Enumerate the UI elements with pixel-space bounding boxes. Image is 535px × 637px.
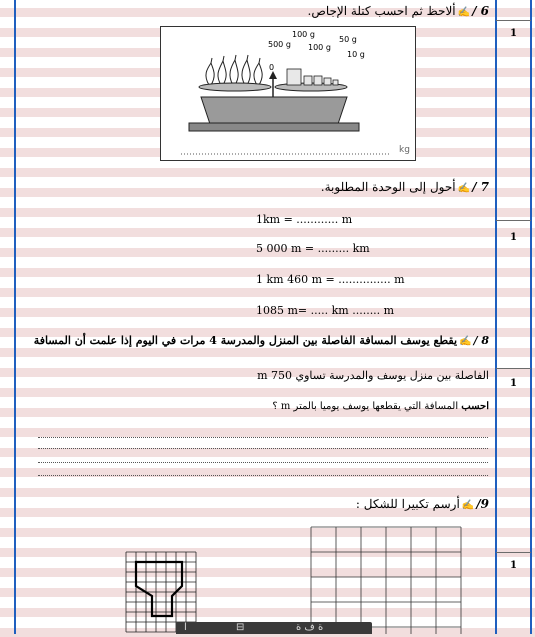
background-stripe [0, 388, 535, 397]
q7-row: 1 km 460 m = ............... m [256, 273, 405, 286]
weight-label: 100 g [308, 43, 331, 52]
q8-instruction-verb: احسب [461, 401, 489, 412]
answer-line [38, 462, 488, 463]
background-stripe [0, 448, 535, 457]
right-margin-line [495, 0, 497, 634]
q8-line2: الفاصلة بين منزل يوسف والمدرسة تساوي 750 m [257, 369, 489, 382]
q8-instruction-rest: المسافة التي يقطعها يوسف يوميا بالمتر m ؟ [272, 401, 462, 412]
q7-text: أحول إلى الوحدة المطلوبة. [320, 180, 456, 194]
pencil-icon: ✍ [459, 336, 472, 347]
q7-number: 7 / [472, 180, 489, 194]
pencil-icon: ✍ [457, 7, 471, 18]
weight-label: 50 g [339, 35, 357, 44]
q8-instruction [272, 401, 489, 412]
q6-unit-label: kg [399, 145, 410, 155]
taskbar[interactable] [176, 622, 372, 634]
pointer-zero-label: 0 [269, 63, 275, 72]
answer-line [38, 475, 488, 476]
taskbar-icon[interactable]: ⊟ [236, 622, 245, 633]
taskbar-left[interactable]: ا [184, 622, 187, 633]
q8-number: 8 / [473, 334, 489, 347]
pencil-icon: ✍ [461, 500, 475, 511]
pencil-icon: ✍ [457, 183, 471, 194]
mark-separator [496, 220, 531, 221]
q6-text: ألاحظ ثم احسب كتلة الإجاص. [307, 4, 456, 18]
background-stripe [0, 428, 535, 437]
background-stripe [0, 288, 535, 297]
background-stripe [0, 228, 535, 237]
q9-number: 9/ [476, 497, 489, 511]
q7-row: 5 000 m = ......... km [256, 242, 370, 255]
q6-heading [308, 4, 490, 18]
left-margin-line [14, 0, 16, 634]
marks-column-line [530, 0, 532, 634]
weight-label: 500 g [268, 40, 291, 49]
answer-line [38, 448, 488, 449]
answer-line [38, 437, 488, 438]
q7-row: 1085 m= ..... km ........ m [256, 304, 395, 317]
enlargement-grid [309, 525, 465, 634]
mark-separator [496, 552, 531, 553]
background-stripe [0, 348, 535, 357]
mark-q8: 1 [510, 378, 517, 389]
q8-line1 [34, 334, 489, 347]
mark-q9: 1 [510, 560, 517, 571]
q6-number: 6 / [472, 4, 489, 18]
weight-label: 100 g [292, 30, 315, 39]
q7-heading [321, 180, 489, 194]
mark-separator [496, 20, 531, 21]
weight-label: 10 g [347, 50, 365, 59]
pears-icon [206, 55, 262, 85]
mark-q6: 1 [510, 28, 517, 39]
q8-line1-text: يقطع يوسف المسافة الفاصلة بين المنزل والمدرسة 4 مرات في اليوم إذا علمت أن المسافة [33, 334, 458, 347]
q7-row: 1km = ............ m [256, 213, 353, 226]
q9-heading [356, 497, 489, 511]
q9-text: أرسم تكبيرا للشكل : [355, 497, 460, 511]
taskbar-right[interactable]: ة ف ة [296, 622, 324, 633]
mark-separator [496, 368, 531, 369]
background-stripe [0, 488, 535, 497]
mark-q7: 1 [510, 232, 517, 243]
scale-figure [160, 26, 416, 161]
background-stripe [0, 168, 535, 177]
